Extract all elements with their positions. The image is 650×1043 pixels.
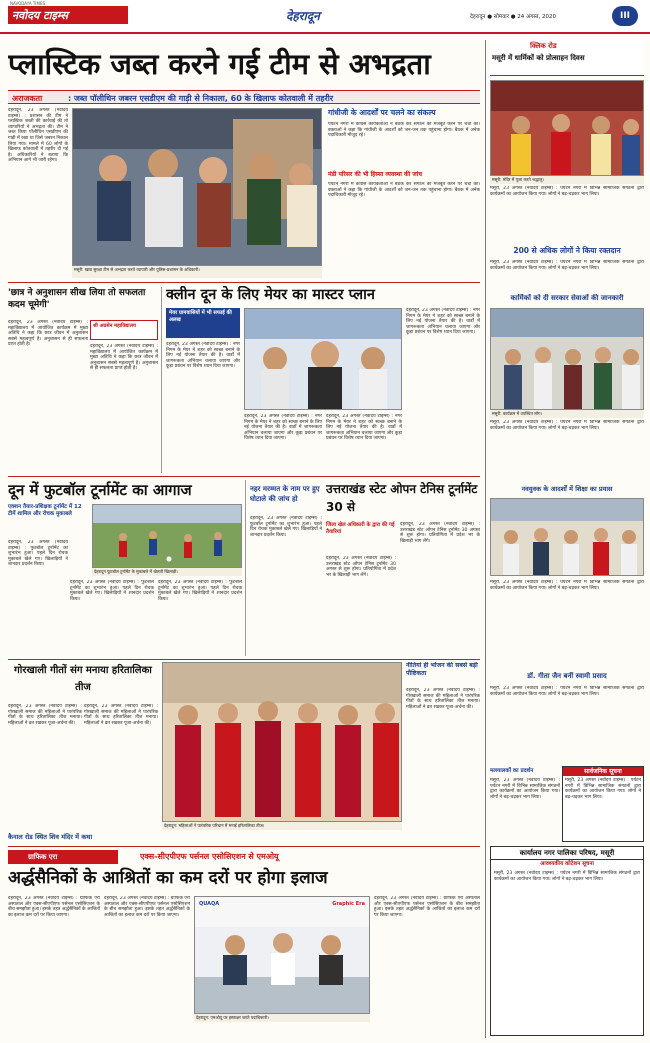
bottom-body-3: देहरादून, 23 अगस्त (नवोदय टाइम्स) : ग्राफिक एरा अस्पताल और एक्स-सीएपीएफ पर्सनल एसोसिएशन के बीच समझौता हुआ। इसके तहत अर्द्धसैनिकों के आश्रितों का इलाज कम दरों पर किया जाएगा। (374, 896, 480, 918)
row2-mid-tag (166, 308, 240, 338)
right-body-2: मसूरी, 23 अगस्त (नवोदय टाइम्स) : पर्यटन नगरी में विभिन्न सामाजिक संगठनों द्वारा कार्यक्रमों का आयोजन किया गया। लोगों ने बढ़-चढ़कर भाग लिया। (490, 260, 644, 271)
football-tag (8, 504, 90, 538)
right-story3-headline: नवयुवक के आदर्शों में शिक्षा का प्रयास (521, 485, 613, 493)
divider (161, 287, 162, 473)
teej-headline: गोरखाली गीतों संग मनाया हरितालिका तीज (14, 665, 152, 693)
row2-mid-headline: क्लीन दून के लिए मेयर का मास्टर प्लान (166, 287, 375, 303)
tennis-tag-text: जिला खेल अधिकारी के द्वारा की गई तैयारियां (326, 522, 395, 535)
masthead-brand-sub: NAVODAYA TIMES (10, 1, 46, 6)
right-body-1: मसूरी, 23 अगस्त (नवोदय टाइम्स) : पर्यटन नगरी में विभिन्न सामाजिक संगठनों द्वारा कार्यक्रमों का आयोजन किया गया। लोगों ने बढ़-चढ़कर भाग लिया। (490, 186, 644, 197)
bottom-kicker: एक्स-सीएपीएफ पर्सनल एसोसिएशन से एमओयू (140, 852, 279, 861)
bottom-headline: अर्द्धसैनिकों के आश्रितों का कम दरों पर होगा इलाज (8, 868, 328, 888)
divider (8, 846, 480, 847)
football-body: देहरादून, 23 अगस्त (नवोदय टाइम्स) : फुटबॉल टूर्नामेंट का शुभारंभ हुआ। पहले दिन रोचक मुकाबले खेले गए। खिलाड़ियों ने शानदार प्रदर्शन किया। (8, 540, 68, 568)
row2-left-headline: 'छात्र ने अनुशासन सीख लिया तो सफलता कदम चूमेगी' (8, 288, 146, 310)
logo-right-text: Graphic Era (332, 901, 365, 907)
row2-left-body: देहरादून, 23 अगस्त (नवोदय टाइम्स) : महाविद्यालय में आयोजित कार्यक्रम में मुख्य अतिथि ने कहा कि छात्र जीवन में अनुशासन सबसे महत्वपूर्ण है। अनुशासन से ही सफलता प्राप्त होती है। (8, 320, 88, 348)
row2-mid-body-3: देहरादून, 23 अगस्त (नवोदय टाइम्स) : नगर निगम के मेयर ने शहर को स्वच्छ बनाने के लिए नई योजना तैयार की है। वार्डों में जागरूकता अभियान चलाया जाएगा और कूड़ा प्रबंधन पर विशेष ध्यान दिया जाएगा। (326, 414, 402, 442)
row2-left-tag-text: श्री अग्रसेन महाविद्यालय (93, 323, 136, 329)
right-photo-2-caption: मसूरी: कार्यक्रम में उपस्थित लोग। (490, 410, 644, 418)
mou-photo (194, 896, 370, 1014)
right-body-4: मसूरी, 23 अगस्त (नवोदय टाइम्स) : पर्यटन नगरी में विभिन्न सामाजिक संगठनों द्वारा कार्यक्रमों का आयोजन किया गया। लोगों ने बढ़-चढ़कर भाग लिया। (490, 580, 644, 591)
divider (245, 480, 246, 656)
lead-side-headline: गांधीजी के आदर्शों पर चलने का संकल्प (328, 108, 436, 117)
tennis-headline: उत्तराखंड स्टेट ओपन टेनिस टूर्नामेंट 30 से (326, 482, 478, 514)
football-body-3: देहरादून, 23 अगस्त (नवोदय टाइम्स) : फुटबॉल टूर्नामेंट का शुभारंभ हुआ। पहले दिन रोचक मुकाबले खेले गए। खिलाड़ियों ने शानदार प्रदर्शन किया। (158, 580, 242, 602)
divider (8, 659, 480, 660)
lead-side-body-1: पर्यटन नगरी में कांग्रेस कार्यकर्ताओं ने बैठक कर संगठन को मजबूत करने पर चर्चा की। वक्ताओं ने कहा कि गांधीजी के आदर्शों को जन-जन तक पहुंचाना होगा। बैठक में अनेक पदाधिकारी मौजूद रहे। (328, 122, 480, 139)
masthead (0, 0, 650, 34)
row2-mid-body: देहरादून, 23 अगस्त (नवोदय टाइम्स) : नगर निगम के मेयर ने शहर को स्वच्छ बनाने के लिए नई योजना तैयार की है। वार्डों में जागरूकता अभियान चलाया जाएगा और कूड़ा प्रबंधन पर विशेष ध्यान दिया जाएगा। (166, 342, 240, 370)
right-story2-headline: कार्मिकों को दी सरकार सेवाओं की जानकारी (510, 294, 624, 302)
page-number: III (612, 6, 638, 26)
lead-headline: प्लास्टिक जब्त करने गई टीम से अभद्रता (8, 47, 431, 81)
teej-body: देहरादून, 23 अगस्त (नवोदय टाइम्स) : गोरखाली समाज की महिलाओं ने पारंपरिक गीतों के साथ हरितालिका तीज मनाया। महिलाओं ने व्रत रखकर पूजा-अर्चना की। (8, 704, 82, 726)
canal-headline: नहर मरम्मत के नाम पर हुए घोटाले की जांच हो (250, 485, 320, 503)
right-body-3: मसूरी, 23 अगस्त (नवोदय टाइम्स) : पर्यटन नगरी में विभिन्न सामाजिक संगठनों द्वारा कार्यक्रमों का आयोजन किया गया। लोगों ने बढ़-चढ़कर भाग लिया। (490, 420, 644, 431)
lead-deck (8, 90, 480, 104)
right-header (490, 40, 644, 76)
bottom-body-2: देहरादून, 23 अगस्त (नवोदय टाइम्स) : ग्राफिक एरा अस्पताल और एक्स-सीएपीएफ पर्सनल एसोसिएशन के बीच समझौता हुआ। इसके तहत अर्द्धसैनिकों के आश्रितों का इलाज कम दरों पर किया जाएगा। (104, 896, 190, 918)
municipal-notice-title: कार्यालय नगर पालिका परिषद, मसूरी (491, 847, 643, 860)
public-notice-title: सार्वजनिक सूचना (563, 767, 643, 776)
row2-left-body-2: देहरादून, 23 अगस्त (नवोदय टाइम्स) : महाविद्यालय में आयोजित कार्यक्रम में मुख्य अतिथि ने कहा कि छात्र जीवन में अनुशासन सबसे महत्वपूर्ण है। अनुशासन से ही सफलता प्राप्त होती है। (90, 344, 158, 372)
bottom-body: देहरादून, 23 अगस्त (नवोदय टाइम्स) : ग्राफिक एरा अस्पताल और एक्स-सीएपीएफ पर्सनल एसोसिएशन के बीच समझौता हुआ। इसके तहत अर्द्धसैनिकों के आश्रितों का इलाज कम दरों पर किया जाएगा। (8, 896, 100, 918)
mayor-photo (244, 308, 402, 410)
tennis-body-2: देहरादून, 23 अगस्त (नवोदय टाइम्स) : उत्तराखंड स्टेट ओपन टेनिस टूर्नामेंट 30 अगस्त से शुरू होगा। प्रतियोगिता में प्रदेश भर के खिलाड़ी भाग लेंगे। (400, 522, 480, 544)
mini-headline: मलयालकों का प्रदर्शन (490, 768, 534, 774)
graphic-era-tag (8, 850, 118, 864)
teej-body-2: देहरादून, 23 अगस्त (नवोदय टाइम्स) : गोरखाली समाज की महिलाओं ने पारंपरिक गीतों के साथ हरितालिका तीज मनाया। महिलाओं ने व्रत रखकर पूजा-अर्चना की। (84, 704, 158, 726)
teej-photo-caption: देहरादून: महिलाओं ने पारंपरिक परिधान में मनाई हरितालिका तीज। (162, 822, 402, 830)
health-body: देहरादून, 23 अगस्त (नवोदय टाइम्स) : गोरखाली समाज की महिलाओं ने पारंपरिक गीतों के साथ हरितालिका तीज मनाया। महिलाओं ने व्रत रखकर पूजा-अर्चना की। (406, 688, 480, 710)
right-header-tag: क्लिक रोड (530, 42, 557, 50)
right-photo-1-caption: मसूरी: मंदिर में पूजा करते श्रद्धालु। (490, 176, 644, 184)
row2-mid-body-2: देहरादून, 23 अगस्त (नवोदय टाइम्स) : नगर निगम के मेयर ने शहर को स्वच्छ बनाने के लिए नई योजना तैयार की है। वार्डों में जागरूकता अभियान चलाया जाएगा और कूड़ा प्रबंधन पर विशेष ध्यान दिया जाएगा। (244, 414, 322, 442)
mou-photo-caption: देहरादून: एमओयू पर हस्ताक्षर करते पदाधिकारी। (194, 1014, 370, 1022)
football-tag-text: एक्शन तैयार-प्रशिक्षक टूर्नामेंट में 12 टीमें शामिल और रोचक मुकाबले (8, 504, 82, 517)
dateline: देहरादून ● सोमवार ● 24 अगस्त, 2020 (470, 14, 557, 20)
teej-sub-headline: कैनाल रोड स्थित शिव मंदिर में कथा (8, 833, 93, 841)
mini-body: मसूरी, 23 अगस्त (नवोदय टाइम्स) : पर्यटन नगरी में विभिन्न सामाजिक संगठनों द्वारा कार्यक्रमों का आयोजन किया गया। लोगों ने बढ़-चढ़कर भाग लिया। (490, 778, 560, 800)
graphic-era-tag-text: ग्राफिक एरा (28, 853, 58, 861)
divider (485, 40, 486, 1038)
tennis-tag (326, 522, 396, 552)
tennis-body: देहरादून, 23 अगस्त (नवोदय टाइम्स) : उत्तराखंड स्टेट ओपन टेनिस टूर्नामेंट 30 अगस्त से शुरू होगा। प्रतियोगिता में प्रदेश भर के खिलाड़ी भाग लेंगे। (326, 556, 396, 578)
section-name: देहरादून (286, 9, 320, 23)
right-header-line: मसूरी में धार्मिकों को प्रोत्साहन दिवस (492, 54, 585, 62)
right-photo-2 (490, 308, 644, 410)
football-photo-caption: देहरादून फुटबॉल टूर्नामेंट के मुकाबले में खेलती खिलाड़ी। (92, 568, 242, 576)
football-photo (92, 504, 242, 568)
divider (8, 282, 480, 283)
lead-photo-caption: मसूरी: खाद्य सुरक्षा टीम से अभद्रता करते व्यापारी और पुलिस-प्रशासन के अधिकारी। (72, 266, 322, 278)
public-notice (562, 766, 644, 842)
row2-mid-tag-text: मेयर ग्रामवासियों में भी सफाई की अलख (169, 310, 232, 323)
lead-side-body-2: पर्यटन नगरी में कांग्रेस कार्यकर्ताओं ने बैठक कर संगठन को मजबूत करने पर चर्चा की। वक्ताओं ने कहा कि गांधीजी के आदर्शों को जन-जन तक पहुंचाना होगा। बैठक में अनेक पदाधिकारी मौजूद रहे। (328, 182, 480, 199)
right-story4-headline: डॉ. गीता जैन बनीं स्वामी प्रसाद (527, 672, 607, 680)
canal-body: देहरादून, 23 अगस्त (नवोदय टाइम्स) : फुटबॉल टूर्नामेंट का शुभारंभ हुआ। पहले दिन रोचक मुकाबले खेले गए। खिलाड़ियों ने शानदार प्रदर्शन किया। (250, 516, 322, 538)
divider (8, 476, 480, 477)
lead-deck-text: : जब्त पॉलीथिन जबरन एसडीएम की गाड़ी से निकाला, 60 के खिलाफ कोतवाली में तहरीर (68, 94, 334, 103)
football-body-2: देहरादून, 23 अगस्त (नवोदय टाइम्स) : फुटबॉल टूर्नामेंट का शुभारंभ हुआ। पहले दिन रोचक मुकाबले खेले गए। खिलाड़ियों ने शानदार प्रदर्शन किया। (70, 580, 154, 602)
logo-left-text: QUAQA (199, 901, 220, 907)
right-photo-3 (490, 498, 644, 576)
row2-mid-body-4: देहरादून, 23 अगस्त (नवोदय टाइम्स) : नगर निगम के मेयर ने शहर को स्वच्छ बनाने के लिए नई योजना तैयार की है। वार्डों में जागरूकता अभियान चलाया जाएगा और कूड़ा प्रबंधन पर विशेष ध्यान दिया जाएगा। (406, 308, 480, 336)
lead-side-sub: मंडी परिसर की भी हिस्सा व्यवस्था की जांच (328, 171, 423, 178)
right-body-5: मसूरी, 23 अगस्त (नवोदय टाइम्स) : पर्यटन नगरी में विभिन्न सामाजिक संगठनों द्वारा कार्यक्रमों का आयोजन किया गया। लोगों ने बढ़-चढ़कर भाग लिया। (490, 686, 644, 697)
municipal-notice-body: मसूरी, 23 अगस्त (नवोदय टाइम्स) : पर्यटन नगरी में विभिन्न सामाजिक संगठनों द्वारा कार्यक्रमों का आयोजन किया गया। लोगों ने बढ़-चढ़कर भाग लिया। (494, 871, 640, 882)
lead-kicker: अराजकता (12, 94, 43, 103)
lead-photo (72, 108, 322, 266)
lead-body: देहरादून, 23 अगस्त (नवोदय टाइम्स) : प्रशासन की टीम ने प्लास्टिक जब्ती की कार्रवाई की तो व्यापारियों ने अभद्रता की। टीम ने जब्त किया पॉलीथिन एसडीएम की गाड़ी में रखा था जिसे जबरन निकाल लिया गया। मामले में 60 लोगों के खिलाफ कोतवाली में तहरीर दी गई है। अधिकारियों ने बताया कि अभियान आगे भी जारी रहेगा। (8, 108, 68, 164)
right-photo-1 (490, 80, 644, 176)
health-headline: नीतियां ही भोजन की सबसे बड़ी पौष्टिकता (406, 662, 478, 677)
row2-left-tag (90, 320, 158, 340)
public-notice-body: मसूरी, 23 अगस्त (नवोदय टाइम्स) : पर्यटन नगरी में विभिन्न सामाजिक संगठनों द्वारा कार्यक्रमों का आयोजन किया गया। लोगों ने बढ़-चढ़कर भाग लिया। (565, 778, 641, 800)
municipal-notice (490, 846, 644, 1036)
teej-photo (162, 662, 402, 822)
masthead-brand-text: नवोदय टाइम्स (12, 9, 68, 22)
right-story1-headline: 200 से अधिक लोगों ने किया रक्तदान (513, 246, 621, 255)
football-headline: दून में फुटबॉल टूर्नामेंट का आगाज (8, 481, 192, 499)
municipal-notice-sub: आवश्यकीय कोटेशन सूचना (540, 861, 594, 867)
